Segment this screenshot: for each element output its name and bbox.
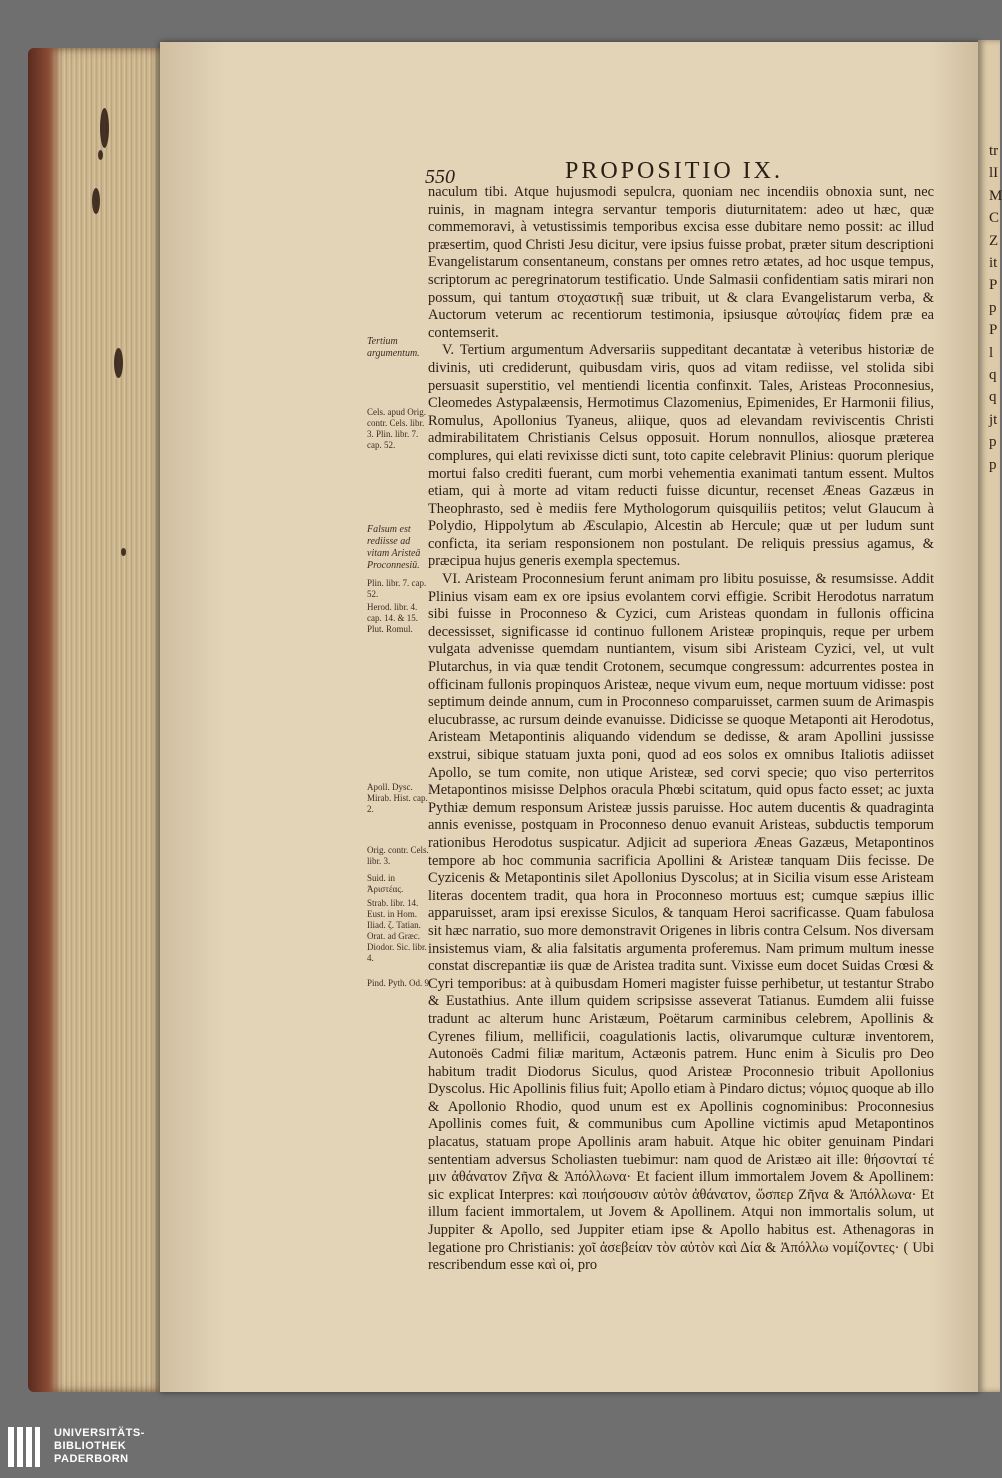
library-logo <box>0 1418 150 1478</box>
margin-citation: Cels. apud Orig. contr. Cels. libr. 3. Plin. libr. 7. cap. 52. <box>367 407 426 450</box>
margin-heading: Tertium argumentum. <box>367 336 420 359</box>
margin-citation: Plin. libr. 7. cap. 52. <box>367 578 427 599</box>
next-page-letters: trlIMCZitPpPlqqjtpp <box>989 143 1002 473</box>
book-fore-edge <box>28 48 162 1392</box>
running-head: PROPOSITIO IX. <box>565 158 784 184</box>
page-number: 550 <box>425 166 455 188</box>
margin-citation: Strab. libr. 14. Eust. in Hom. Iliad. ζ. Tatian. Orat. ad Græc. Diodor. Sic. libr. 4. <box>367 898 427 963</box>
ink-stain <box>100 108 109 148</box>
logo-line: PADERBORN <box>54 1453 129 1465</box>
margin-citation: Herod. libr. 4. cap. 14. & 15. Plut. Romul. <box>367 602 418 634</box>
ink-stain <box>114 348 123 378</box>
margin-citation: Pind. Pyth. Od. 9. <box>367 978 432 988</box>
margin-citation: Apoll. Dysc. Mirab. Hist. cap. 2. <box>367 782 428 814</box>
logo-line: BIBLIOTHEK <box>54 1440 127 1452</box>
ink-stain <box>121 548 126 556</box>
logo-line: UNIVERSITÄTS- <box>54 1427 145 1439</box>
ink-stain <box>98 150 103 160</box>
margin-heading: Falsum est rediisse ad vitam Aristeā Proconnesiū. <box>367 524 421 571</box>
library-logo-text <box>54 1427 145 1466</box>
paragraph: V. Tertium argumentum Adversariis suppeditant decantatæ à veteribus historiæ de divinis, uti crediderunt, quibusdam viris, quos ad vitam rediisse, vel stolida sibi persuasit superstitio, vel mentiendi licentia confinxit. Tales, Aristeas Proconnesius, Cleomedes Astypalæensis, Hermotimus Clazomenius, Epimenides, Er Harmonii filius, Romulus, Apollonius Tyaneus, aliique, quos ad elevandam reviviscentis Christi admirabilitatem Christianis Celsus opposuit. Horum nonnullos, aliosque præterea complures, qui elati revixisse dicti sunt, toto capite celebravit Plinius: quorum plerique mortui falso crediti fuerant, cum morbi vehementia exanimati tantum essent. Multos etiam, qui à morte ad vitam reducti fuisse dicuntur, recenset Æneas Gazæus in Theophrasto, sed è mediis fere Mythologorum quisquiliis petitos; velut Glaucum à Polydio, Hippolytum ab Æsculapio, Alcestin ab Hercule; quæ ut per ludum sunt conficta, ita seriam responsionem non postulant. De reliquis pressius agamus, & præcipua hujus generis exempla spectemus. <box>428 342 934 570</box>
margin-citation: Suid. in Ἀριστέας. <box>367 873 404 894</box>
main-text <box>428 184 934 1275</box>
paragraph: VI. Aristeam Proconnesium ferunt animam pro libitu posuisse, & resumsisse. Addit Plinius visam eam ex ore ipsius evolantem corvi effigie. Scribit Herodotus narratum sibi fuisse in Proconneso & Cyzici, cum Aristeas quondam in fullonis officina decessisset, significasse id continuo fullonem Aristeæ propinquis, reque per urbem vulgata advenisse quemdam nuntiantem, visum sibi Aristeam Cyzici, vel, ut vult Plutarchus, in via quæ tendit Crotonem, secumque congressum: adcurrentes postea in officinam fullonis propinquos Aristeæ, neque vivum eum, neque mortuum vidisse: post septimum deinde annum, cum in Proconneso comparuisset, carmen suum de Arimaspis elucubrasse, ac rursum deinde evanuisse. Didicisse se quoque Metaponti ait Herodotus, Aristeam Metapontinis aliquando videndum se dedisse, & aram Apollini jussisse exstrui, sibique statuam juxta poni, quod ad eos solos ex omnibus Italiotis adiisset Apollo, se tum comite, non utique Aristeæ, sed corvi specie; quo viso perterritos Metapontinos misisse Delphos oracula Phœbi scitatum, quid opus facto esset; ac juxta Pythiæ demum responsum Aristeæ jussis paruisse. Hoc autem ducentis & quadraginta annis evenisse, postquam in Proconneso denuo evanuit Aristeas, subductis temporum rationibus Herodotus suspicatur. Adjicit ad superiora Æneas Gazæus, Metapontinos tempore ab hoc communia sacrificia Apollini & Aristeæ tanquam Diis fecisse. De Cyzicenis & Metapontinis silet Apollonius Dyscolus; at in Sicilia visum esse Aristeam literas docentem tradit, qua hora in Proconneso mortuus est; cumque sæpius illic apparuisset, aram ipsi erexisse Siculos, & tanquam Heroi sacrificasse. Quam fabulosa sit hæc narratio, suo more demonstravit Origenes in libris contra Celsum. Nos diversam insistemus viam, & alia falsitatis argumenta proferemus. Nam primum multum inesse constat discrepantiæ iis quæ de Aristea tradita sunt. Vixisse eum docet Suidas Crœsi & Cyri temporibus: at à quibusdam Homeri magister fuisse perhibetur, ut testantur Strabo & Eustathius. Ante illum quidem scripsisse asseverat Tatianus. Eumdem alii fuisse tradunt ac alterum hunc Aristæum, Poëtarum carminibus celebrem, Apollinis & Cyrenes filium, mellificii, coagulationis lactis, olivarumque culturæ inventorem, Autonoës Cadmi filiæ maritum, Actæonis patrem. Hunc enim à Siculis pro Deo habitum tradit Diodorus Siculus, quod Aristeæ Proconnesio tribuit Apollonius Dyscolus. Hic Apollinis filius fuit; Apollo etiam à Pindaro dictus; νόμιος quoque ab illo & Apollonio Rhodio, quod unum est ex Apollinis cognominibus: Proconnesius Apollinis comes fuit, & communibus cum Apolline victimis apud Metapontinos placatus, statuam prope Apollinis aram habuit. Atque hic obiter genuinam Pindari sententiam adversus Scholiasten tuebimur: nam quod de Aristæo ait ille: θήσονταί τέ μιν ἀθάνατον Ζῆνα & Ἀπόλλωνα· Et facient illum immortalem Jovem & Apollinem: sic explicat Interpres: καὶ ποιήσουσιν αὐτὸν ἀθάνατον, ὥσπερ Ζῆνα & Ἀπόλλωνα· Et illum facient immortalem, ut Jovem & Apollinem. Atqui non immortalis solum, ut Juppiter & Apollo, sed Juppiter etiam ipse & Apollo habitus est. Athenagoras in legatione pro Christianis: χοῖ ἀσεβείαν τὸν αὐτὸν καὶ Δία & Ἀπόλλω νομίζοντες· ( Ubi rescribendum esse καὶ οἱ, pro <box>428 571 934 1274</box>
margin-citation: Orig. contr. Cels. libr. 3. <box>367 845 429 866</box>
library-logo-icon <box>8 1427 40 1467</box>
paragraph: naculum tibi. Atque hujusmodi sepulcra, quoniam nec incendiis obnoxia sunt, nec ruinis, in magnam integra servantur temporis diuturnitatem: adeo ut hæc, quæ commemoravi, à vetustissimis temporibus excisa esse dubitare nemo possit: ac illud præsertim, quod Christi Jesu dicitur, vere ipsius fuisse probat, præter situm descriptioni Evangelistarum consentaneum, constans per omnes retro ætates, ad hoc usque tempus, scriptorum ac peregrinatorum testificatio. Unde Salmasii confidentiam satis mirari non possum, qui tantum στοχαστικῇ suæ tribuit, ut & clara Evangelistarum verba, & Auctorum veterum ac recentiorum testimonia, ipsiusque αὐτοψίας fidem præ ea contemserit. <box>428 184 934 341</box>
ink-stain <box>92 188 100 214</box>
